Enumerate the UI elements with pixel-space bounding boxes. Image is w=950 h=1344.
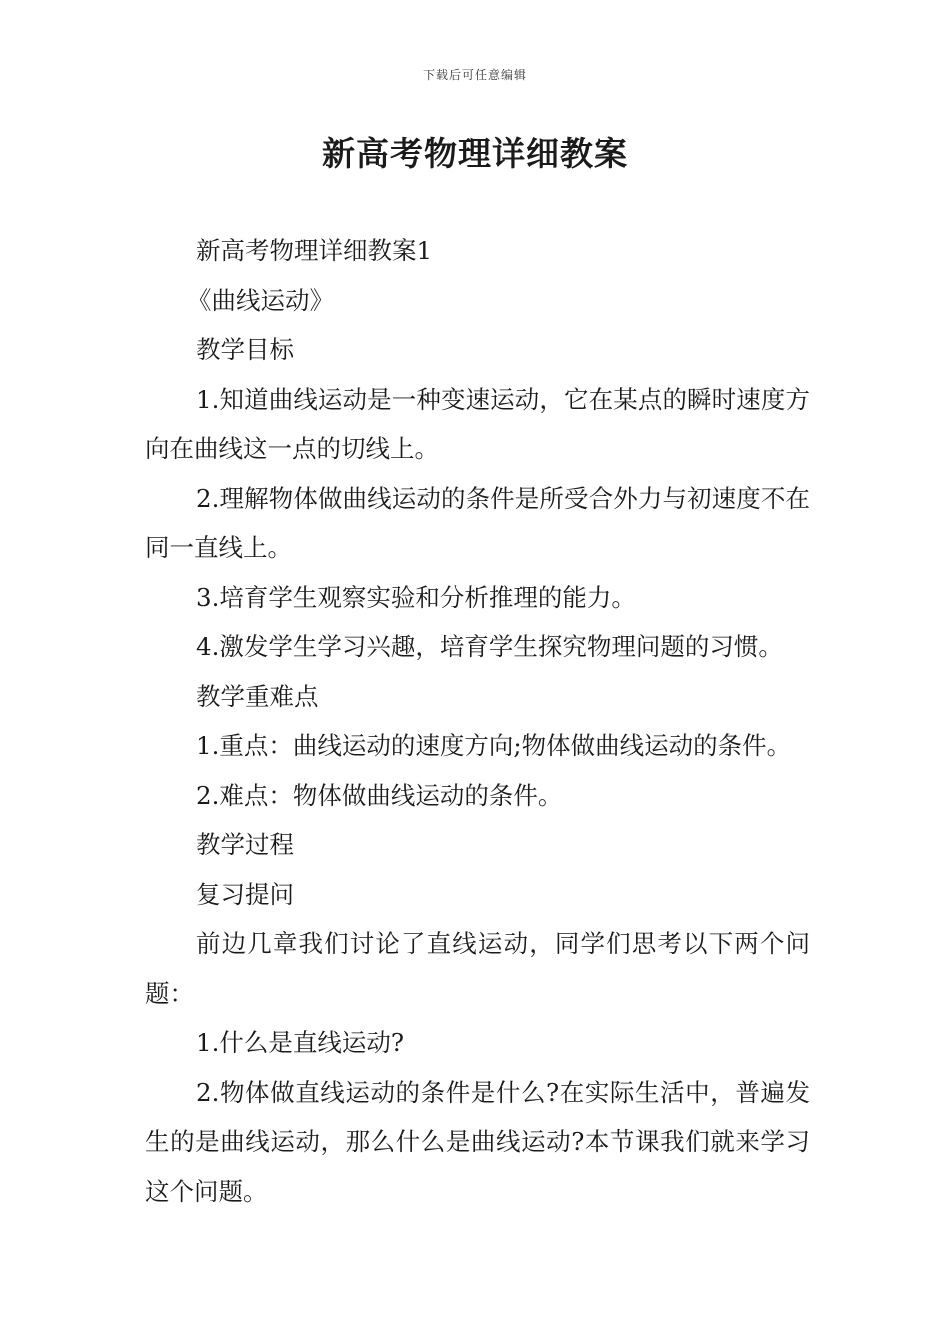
section-heading: 新高考物理详细教案1	[196, 236, 433, 265]
header-note: 下载后可任意编辑	[422, 68, 527, 82]
paragraph: 2.物体做直线运动的条件是什么?在实际生活中，普遍发生的是曲线运动，那么什么是曲线运动?本节课我们就来学习这个问题。	[145, 1077, 810, 1206]
lesson-title: 《曲线运动》	[187, 285, 334, 315]
paragraph: 3.培育学生观察实验和分析推理的能力。	[196, 582, 636, 612]
paragraph: 4.激发学生学习兴趣，培育学生探究物理问题的习惯。	[196, 632, 783, 661]
paragraph: 前边几章我们讨论了直线运动，同学们思考以下两个问题：	[145, 929, 810, 1008]
section-heading: 教学目标	[196, 335, 294, 364]
paragraph: 1.什么是直线运动?	[196, 1028, 405, 1057]
document-title: 新高考物理详细教案	[322, 134, 628, 173]
section-heading: 教学重难点	[196, 681, 319, 711]
section-heading: 教学过程	[196, 830, 294, 859]
document-body	[145, 226, 810, 1216]
paragraph: 2.理解物体做曲线运动的条件是所受合外力与初速度不在同一直线上。	[145, 483, 810, 562]
paragraph: 1.重点：曲线运动的速度方向;物体做曲线运动的条件。	[196, 731, 792, 760]
paragraph: 1.知道曲线运动是一种变速运动，它在某点的瞬时速度方向在曲线这一点的切线上。	[145, 384, 810, 463]
paragraph: 2.难点：物体做曲线运动的条件。	[196, 780, 563, 810]
section-heading: 复习提问	[196, 879, 294, 909]
